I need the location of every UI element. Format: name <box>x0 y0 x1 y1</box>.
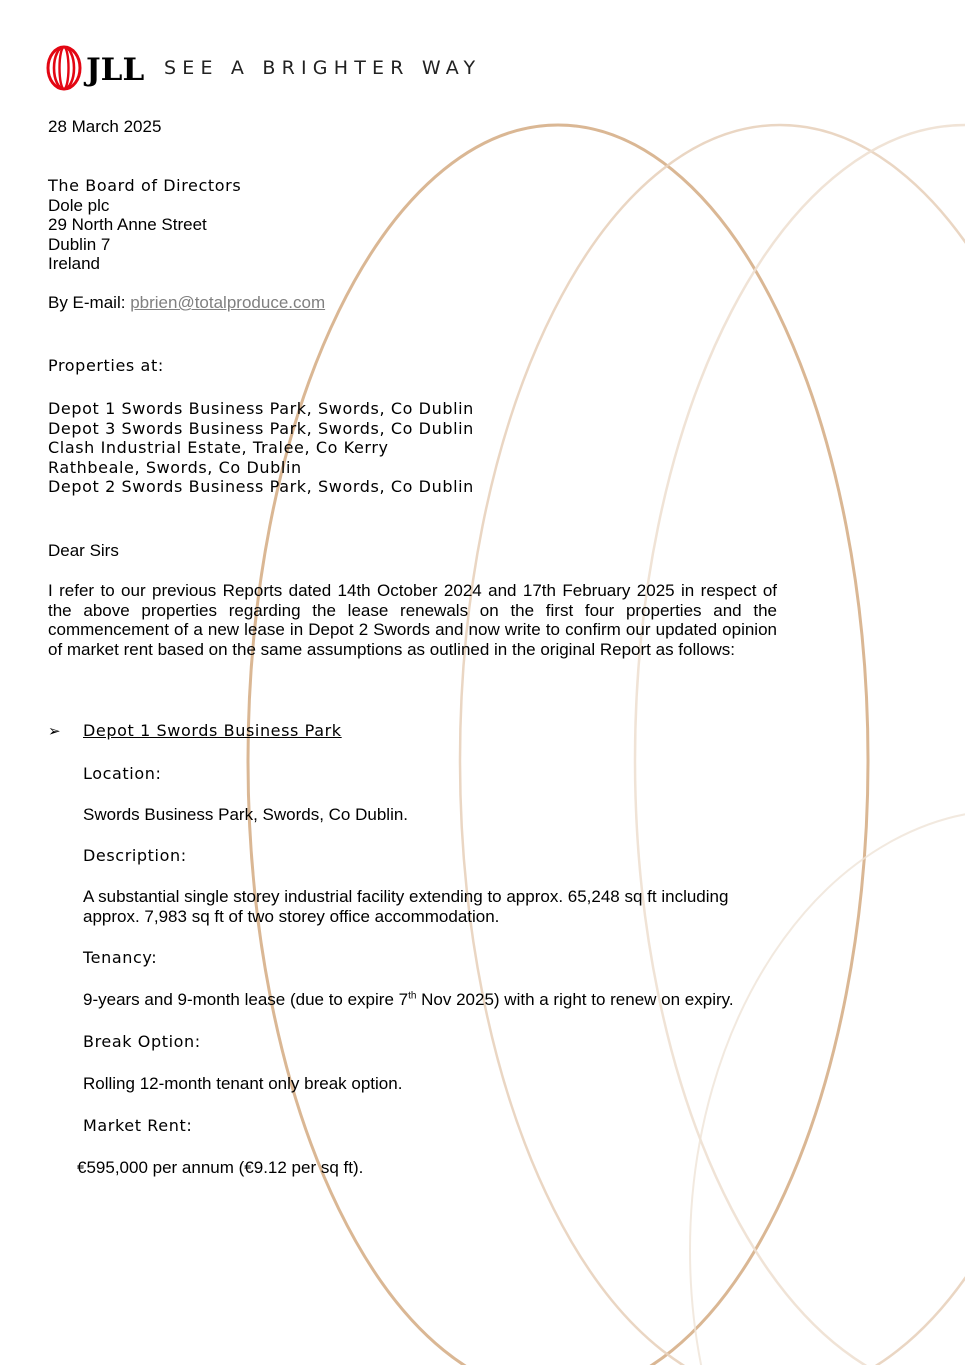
jll-mark-icon <box>48 47 80 89</box>
market-rent-label: Market Rent: <box>83 1116 193 1135</box>
recipient-line: Dole plc <box>48 195 110 215</box>
description-line: A substantial single storey industrial facility extending to approx. 65,248 sq ft including <box>83 887 729 906</box>
tenancy-ordinal: th <box>408 990 417 1002</box>
break-option-label: Break Option: <box>83 1032 201 1051</box>
recipient-line: The Board of Directors <box>48 176 242 195</box>
tenancy-text: 9-years and 9-month lease (due to expire 7 <box>83 990 409 1009</box>
salutation: Dear Sirs <box>48 541 119 560</box>
recipient-line: Ireland <box>48 254 100 273</box>
tagline: SEE A BRIGHTER WAY <box>164 57 482 79</box>
property-item: Depot 3 Swords Business Park, Swords, Co Dublin <box>48 418 474 438</box>
description-label: Description: <box>83 846 187 865</box>
jll-wordmark: JLL <box>86 52 145 88</box>
tenancy-label: Tenancy: <box>83 948 158 967</box>
recipient-address <box>48 176 241 274</box>
properties-list <box>48 399 474 497</box>
location-value: Swords Business Park, Swords, Co Dublin. <box>83 805 409 824</box>
property-item: Clash Industrial Estate, Tralee, Co Kerry <box>48 438 389 457</box>
market-rent-value: €595,000 per annum (€9.12 per sq ft). <box>77 1158 364 1177</box>
intro-paragraph: I refer to our previous Reports dated 14th October 2024 and 17th February 2025 in respect of the above properties regarding the lease renewals on the first four properties and the commencement of a new lease in Depot 2 Swords and now write to confirm our updated opinion of market rent based on the same assumptions as outlined in the original Report as follows: <box>48 581 777 659</box>
bullet-arrow-icon: ➢ <box>48 722 61 740</box>
property-item: Depot 2 Swords Business Park, Swords, Co Dublin <box>48 477 474 496</box>
section-title: Depot 1 Swords Business Park <box>83 721 342 740</box>
letter-date: 28 March 2025 <box>48 117 162 136</box>
email-prefix: By E-mail: <box>48 293 131 312</box>
tenancy-text-end: Nov 2025) with a right to renew on expiry. <box>416 990 734 1009</box>
recipient-line: 29 North Anne Street <box>48 215 207 234</box>
email-line <box>48 293 325 313</box>
property-item: Depot 1 Swords Business Park, Swords, Co Dublin <box>48 399 474 418</box>
property-item: Rathbeale, Swords, Co Dublin <box>48 457 302 477</box>
description-line: approx. 7,983 sq ft of two storey office accommodation. <box>83 906 500 926</box>
recipient-line: Dublin 7 <box>48 234 111 254</box>
location-label: Location: <box>83 764 162 783</box>
email-link[interactable]: pbrien@totalproduce.com <box>130 293 326 312</box>
tenancy-value <box>83 990 734 1010</box>
break-option-value: Rolling 12-month tenant only break option. <box>83 1074 403 1093</box>
properties-heading: Properties at: <box>48 356 164 375</box>
description-value <box>83 887 728 926</box>
